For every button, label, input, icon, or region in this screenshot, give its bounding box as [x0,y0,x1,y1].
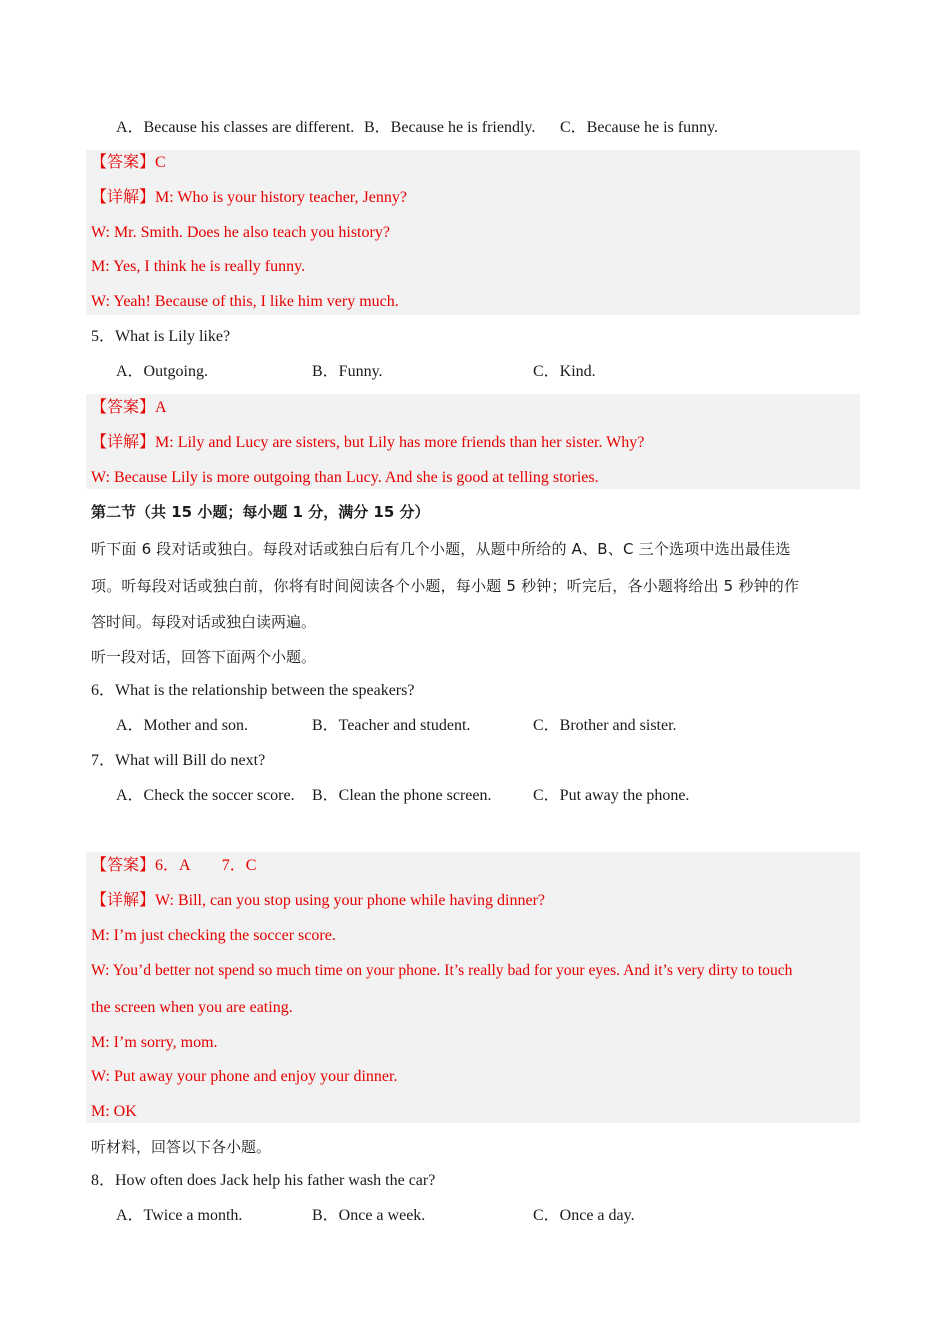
q6-question: 6．What is the relationship between the speakers? [91,682,415,699]
q5-option-c: C．Kind. [533,363,596,380]
q67-detail-line: M: I’m sorry, mom. [91,1034,218,1051]
q5-option-b: B．Funny. [312,363,383,380]
answer-value: 6．A 7．C [155,857,257,874]
detail-label: 【详解】 [91,892,156,909]
q6-option-b: B．Teacher and student. [312,717,471,734]
q8-option-c: C．Once a day. [533,1207,635,1224]
q6-option-a: A．Mother and son. [116,717,248,734]
answer-label: 【答案】 [91,857,156,874]
q5-question: 5．What is Lily like? [91,328,231,345]
q67-detail-line: the screen when you are eating. [91,999,293,1016]
detail-text: M: Lily and Lucy are sisters, but Lily has more friends than her sister. Why? [155,434,645,451]
q5-option-a: A．Outgoing. [116,363,209,380]
detail-label: 【详解】 [91,189,156,206]
detail-label: 【详解】 [91,434,156,451]
q7-option-c: C．Put away the phone. [533,787,690,804]
q4-detail-line [91,188,407,208]
material-instruction: 听材料，回答以下各小题。 [91,1138,272,1156]
q67-detail-line: W: Put away your phone and enjoy your dinner. [91,1068,398,1085]
q4-option-c: C．Because he is funny. [560,119,719,136]
q7-option-b: B．Clean the phone screen. [312,787,492,804]
answer-value: A [155,399,167,416]
answer-label: 【答案】 [91,154,156,171]
q4-detail-line: M: Yes, I think he is really funny. [91,258,306,275]
instruction-line: 答时间。每段对话或独白读两遍。 [91,613,317,631]
detail-text: W: Bill, can you stop using your phone while having dinner? [155,892,546,909]
q67-detail-line [91,891,545,911]
q67-detail-line: M: OK [91,1103,137,1120]
q7-question: 7．What will Bill do next? [91,752,266,769]
q7-option-a: A．Check the soccer score. [116,787,295,804]
q67-detail-line: W: You’d better not spend so much time on your phone. It’s really bad for your eyes. And it’s very dirty to touch [91,962,793,979]
q6-option-c: C．Brother and sister. [533,717,677,734]
q4-option-a: A．Because his classes are different. [116,119,355,136]
q4-answer [91,153,166,173]
answer-label: 【答案】 [91,399,156,416]
q67-answer [91,856,256,876]
q67-detail-line: M: I’m just checking the soccer score. [91,927,336,944]
q5-detail-line: W: Because Lily is more outgoing than Lucy. And she is good at telling stories. [91,469,599,486]
instruction-line: 听下面 6 段对话或独白。每段对话或独白后有几个小题，从题中所给的 A、B、C 三个选项中选出最佳选 [91,540,791,558]
detail-text: M: Who is your history teacher, Jenny? [155,189,407,206]
q8-option-b: B．Once a week. [312,1207,426,1224]
answer-value: C [155,154,166,171]
sub-instruction: 听一段对话，回答下面两个小题。 [91,648,317,666]
q5-answer [91,398,167,418]
q4-detail-line: W: Mr. Smith. Does he also teach you history? [91,224,390,241]
q8-question: 8．How often does Jack help his father wash the car? [91,1172,436,1189]
instruction-line: 项。听每段对话或独白前，你将有时间阅读各个小题，每小题 5 秒钟；听完后，各小题将给出 5 秒钟的作 [91,577,800,595]
q4-option-b: B．Because he is friendly. [364,119,536,136]
q4-detail-line: W: Yeah! Because of this, I like him very much. [91,293,399,310]
section-heading: 第二节（共 15 小题；每小题 1 分，满分 15 分） [91,503,430,521]
q8-option-a: A．Twice a month. [116,1207,243,1224]
q5-detail-line [91,433,644,453]
